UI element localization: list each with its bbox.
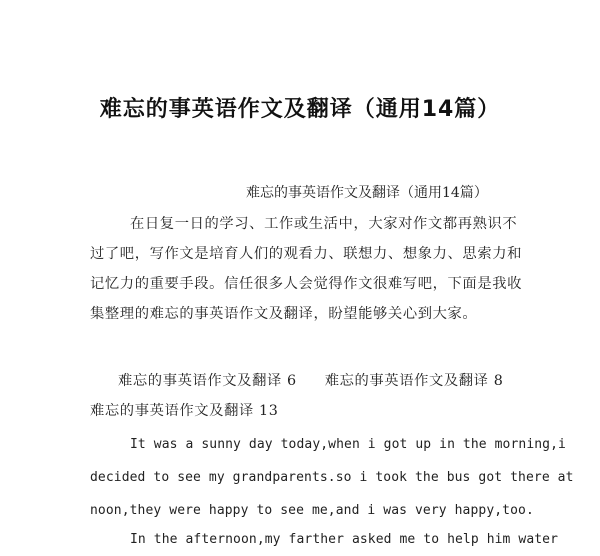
article-link[interactable]: 难忘的事英语作文及翻译 13 bbox=[90, 403, 279, 419]
article-link[interactable]: 难忘的事英语作文及翻译 8 bbox=[324, 373, 504, 389]
english-line: noon,they were happy to see me,and i was very happy,too. bbox=[90, 503, 534, 518]
english-paragraph bbox=[90, 523, 559, 556]
article-links bbox=[90, 366, 530, 426]
english-line: In the afternoon,my farther asked me to help him water bbox=[130, 532, 559, 547]
english-paragraph bbox=[90, 428, 574, 527]
intro-line: 过了吧，写作文是培育人们的观看力、联想力、想象力、思索力和 bbox=[90, 246, 523, 262]
english-line: decided to see my grandparents.so i took the bus got there at bbox=[90, 470, 574, 485]
english-line: It was a sunny day today,when i got up in the morning,i bbox=[130, 437, 566, 452]
intro-line: 记忆力的重要手段。信任很多人会觉得作文很难写吧，下面是我收 bbox=[90, 276, 523, 292]
intro-line: 集整理的难忘的事英语作文及翻译，盼望能够关心到大家。 bbox=[90, 306, 478, 322]
document-subtitle: 难忘的事英语作文及翻译（通用14篇） bbox=[246, 185, 488, 201]
intro-line: 在日复一日的学习、工作或生活中，大家对作文都再熟识不 bbox=[130, 216, 518, 232]
intro-paragraph bbox=[90, 209, 530, 329]
document-title: 难忘的事英语作文及翻译（通用14篇） bbox=[99, 97, 501, 122]
article-link[interactable]: 难忘的事英语作文及翻译 6 bbox=[118, 373, 297, 389]
